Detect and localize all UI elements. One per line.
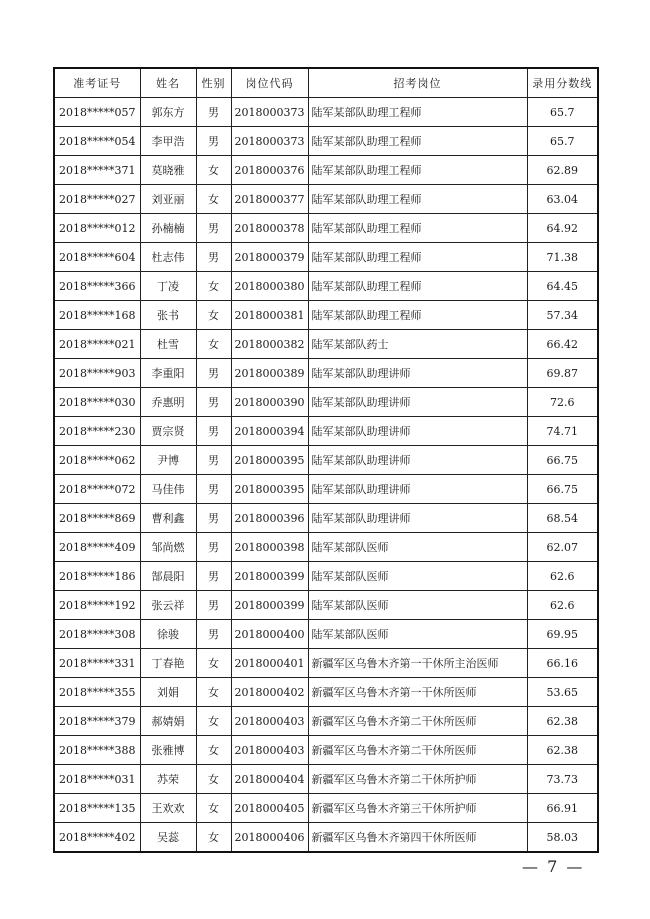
table-row (54, 98, 598, 127)
name-cell: 尹博 (140, 446, 196, 475)
position-cell: 陆军某部队助理工程师 (308, 185, 527, 214)
position-cell: 新疆军区乌鲁木齐第二干休所医师 (308, 736, 527, 765)
table-row (54, 736, 598, 765)
position-cell: 陆军某部队助理讲师 (308, 446, 527, 475)
name-cell: 孙楠楠 (140, 214, 196, 243)
gender-cell: 女 (196, 185, 231, 214)
table-row (54, 388, 598, 417)
gender-cell: 女 (196, 301, 231, 330)
table-row (54, 214, 598, 243)
gender-cell: 男 (196, 127, 231, 156)
exam-id-cell: 2018*****604 (54, 243, 140, 272)
position-cell: 新疆军区乌鲁木齐第一干休所主治医师 (308, 649, 527, 678)
name-cell: 王欢欢 (140, 794, 196, 823)
score-cell: 63.04 (527, 185, 598, 214)
position-code-cell: 2018000379 (231, 243, 308, 272)
score-cell: 62.6 (527, 591, 598, 620)
table-row (54, 591, 598, 620)
exam-id-cell: 2018*****402 (54, 823, 140, 853)
score-cell: 66.16 (527, 649, 598, 678)
name-cell: 曹利鑫 (140, 504, 196, 533)
score-cell: 71.38 (527, 243, 598, 272)
position-cell: 新疆军区乌鲁木齐第二干休所护师 (308, 765, 527, 794)
gender-cell: 男 (196, 98, 231, 127)
position-code-cell: 2018000390 (231, 388, 308, 417)
name-cell: 张雅博 (140, 736, 196, 765)
gender-cell: 男 (196, 243, 231, 272)
name-cell: 吴蕊 (140, 823, 196, 853)
table-row (54, 417, 598, 446)
position-cell: 陆军某部队助理工程师 (308, 272, 527, 301)
exam-id-cell: 2018*****903 (54, 359, 140, 388)
table-header-row (54, 68, 598, 98)
exam-id-cell: 2018*****230 (54, 417, 140, 446)
gender-cell: 男 (196, 214, 231, 243)
position-code-cell: 2018000399 (231, 591, 308, 620)
page-number: — 7 — (522, 857, 585, 876)
score-cell: 73.73 (527, 765, 598, 794)
exam-id-cell: 2018*****072 (54, 475, 140, 504)
position-code-cell: 2018000395 (231, 475, 308, 504)
position-cell: 新疆军区乌鲁木齐第三干休所护师 (308, 794, 527, 823)
position-cell: 陆军某部队助理工程师 (308, 127, 527, 156)
name-cell: 贾宗贤 (140, 417, 196, 446)
name-cell: 李重阳 (140, 359, 196, 388)
gender-cell: 男 (196, 417, 231, 446)
position-code-cell: 2018000403 (231, 707, 308, 736)
exam-id-cell: 2018*****308 (54, 620, 140, 649)
score-cell: 65.7 (527, 127, 598, 156)
table-row (54, 620, 598, 649)
table-row (54, 533, 598, 562)
position-code-cell: 2018000395 (231, 446, 308, 475)
position-code-cell: 2018000405 (231, 794, 308, 823)
position-cell: 陆军某部队助理工程师 (308, 301, 527, 330)
exam-id-cell: 2018*****021 (54, 330, 140, 359)
exam-id-cell: 2018*****331 (54, 649, 140, 678)
exam-id-cell: 2018*****869 (54, 504, 140, 533)
table-row (54, 446, 598, 475)
name-cell: 邹尚燃 (140, 533, 196, 562)
exam-id-cell: 2018*****379 (54, 707, 140, 736)
position-code-cell: 2018000373 (231, 127, 308, 156)
position-cell: 陆军某部队医师 (308, 562, 527, 591)
table-row (54, 823, 598, 853)
score-cell: 69.87 (527, 359, 598, 388)
position-code-cell: 2018000394 (231, 417, 308, 446)
exam-id-cell: 2018*****054 (54, 127, 140, 156)
name-cell: 乔惠明 (140, 388, 196, 417)
exam-id-cell: 2018*****409 (54, 533, 140, 562)
name-cell: 丁春艳 (140, 649, 196, 678)
name-cell: 徐骏 (140, 620, 196, 649)
table-row (54, 562, 598, 591)
exam-id-cell: 2018*****057 (54, 98, 140, 127)
score-cell: 68.54 (527, 504, 598, 533)
table-row (54, 765, 598, 794)
position-code-cell: 2018000402 (231, 678, 308, 707)
position-code-cell: 2018000381 (231, 301, 308, 330)
position-cell: 陆军某部队助理工程师 (308, 214, 527, 243)
header-gender: 性别 (196, 68, 231, 98)
position-cell: 陆军某部队助理讲师 (308, 417, 527, 446)
exam-id-cell: 2018*****371 (54, 156, 140, 185)
score-cell: 62.38 (527, 707, 598, 736)
position-code-cell: 2018000404 (231, 765, 308, 794)
table-row (54, 127, 598, 156)
score-cell: 62.89 (527, 156, 598, 185)
table-body (54, 98, 598, 853)
position-cell: 新疆军区乌鲁木齐第四干休所医师 (308, 823, 527, 853)
exam-id-cell: 2018*****192 (54, 591, 140, 620)
name-cell: 杜志伟 (140, 243, 196, 272)
gender-cell: 女 (196, 330, 231, 359)
exam-id-cell: 2018*****031 (54, 765, 140, 794)
score-cell: 69.95 (527, 620, 598, 649)
gender-cell: 女 (196, 272, 231, 301)
position-code-cell: 2018000398 (231, 533, 308, 562)
position-code-cell: 2018000382 (231, 330, 308, 359)
name-cell: 张云祥 (140, 591, 196, 620)
table-row (54, 301, 598, 330)
table-row (54, 359, 598, 388)
name-cell: 杜雪 (140, 330, 196, 359)
score-cell: 62.38 (527, 736, 598, 765)
score-cell: 65.7 (527, 98, 598, 127)
name-cell: 郭东方 (140, 98, 196, 127)
position-cell: 陆军某部队医师 (308, 591, 527, 620)
name-cell: 马佳伟 (140, 475, 196, 504)
table-row (54, 272, 598, 301)
position-code-cell: 2018000403 (231, 736, 308, 765)
exam-id-cell: 2018*****027 (54, 185, 140, 214)
position-cell: 新疆军区乌鲁木齐第一干休所医师 (308, 678, 527, 707)
header-position: 招考岗位 (308, 68, 527, 98)
position-cell: 陆军某部队助理工程师 (308, 243, 527, 272)
position-code-cell: 2018000389 (231, 359, 308, 388)
exam-id-cell: 2018*****355 (54, 678, 140, 707)
position-cell: 陆军某部队助理工程师 (308, 156, 527, 185)
gender-cell: 男 (196, 533, 231, 562)
name-cell: 郝婧娟 (140, 707, 196, 736)
gender-cell: 男 (196, 475, 231, 504)
score-cell: 58.03 (527, 823, 598, 853)
position-cell: 陆军某部队助理工程师 (308, 98, 527, 127)
score-cell: 66.75 (527, 446, 598, 475)
name-cell: 张书 (140, 301, 196, 330)
gender-cell: 男 (196, 388, 231, 417)
name-cell: 刘娟 (140, 678, 196, 707)
position-code-cell: 2018000399 (231, 562, 308, 591)
position-cell: 陆军某部队医师 (308, 620, 527, 649)
name-cell: 丁凌 (140, 272, 196, 301)
score-cell: 66.75 (527, 475, 598, 504)
score-cell: 53.65 (527, 678, 598, 707)
score-cell: 66.91 (527, 794, 598, 823)
header-score-line: 录用分数线 (527, 68, 598, 98)
score-cell: 62.07 (527, 533, 598, 562)
exam-id-cell: 2018*****168 (54, 301, 140, 330)
gender-cell: 男 (196, 591, 231, 620)
position-code-cell: 2018000373 (231, 98, 308, 127)
exam-id-cell: 2018*****030 (54, 388, 140, 417)
table-row (54, 678, 598, 707)
position-code-cell: 2018000406 (231, 823, 308, 853)
gender-cell: 女 (196, 156, 231, 185)
position-code-cell: 2018000400 (231, 620, 308, 649)
position-cell: 陆军某部队助理讲师 (308, 359, 527, 388)
score-cell: 64.92 (527, 214, 598, 243)
score-cell: 64.45 (527, 272, 598, 301)
exam-id-cell: 2018*****012 (54, 214, 140, 243)
gender-cell: 女 (196, 736, 231, 765)
gender-cell: 男 (196, 562, 231, 591)
gender-cell: 女 (196, 765, 231, 794)
header-exam-id: 准考证号 (54, 68, 140, 98)
position-code-cell: 2018000377 (231, 185, 308, 214)
position-code-cell: 2018000396 (231, 504, 308, 533)
name-cell: 莫晓雅 (140, 156, 196, 185)
gender-cell: 女 (196, 649, 231, 678)
table-row (54, 243, 598, 272)
score-cell: 72.6 (527, 388, 598, 417)
gender-cell: 男 (196, 359, 231, 388)
results-table (53, 67, 599, 853)
position-code-cell: 2018000380 (231, 272, 308, 301)
position-cell: 陆军某部队助理讲师 (308, 475, 527, 504)
table-row (54, 330, 598, 359)
name-cell: 刘亚丽 (140, 185, 196, 214)
position-cell: 陆军某部队药士 (308, 330, 527, 359)
score-cell: 74.71 (527, 417, 598, 446)
gender-cell: 男 (196, 504, 231, 533)
gender-cell: 男 (196, 446, 231, 475)
table-row (54, 185, 598, 214)
gender-cell: 女 (196, 794, 231, 823)
position-code-cell: 2018000376 (231, 156, 308, 185)
score-cell: 62.6 (527, 562, 598, 591)
gender-cell: 女 (196, 678, 231, 707)
header-name: 姓名 (140, 68, 196, 98)
table-row (54, 156, 598, 185)
name-cell: 李甲浩 (140, 127, 196, 156)
table-row (54, 707, 598, 736)
exam-id-cell: 2018*****366 (54, 272, 140, 301)
table-row (54, 475, 598, 504)
position-cell: 新疆军区乌鲁木齐第二干休所医师 (308, 707, 527, 736)
table-row (54, 504, 598, 533)
position-code-cell: 2018000401 (231, 649, 308, 678)
gender-cell: 女 (196, 707, 231, 736)
position-code-cell: 2018000378 (231, 214, 308, 243)
position-cell: 陆军某部队医师 (308, 533, 527, 562)
header-position-code: 岗位代码 (231, 68, 308, 98)
exam-id-cell: 2018*****062 (54, 446, 140, 475)
table-row (54, 794, 598, 823)
gender-cell: 男 (196, 620, 231, 649)
position-cell: 陆军某部队助理讲师 (308, 504, 527, 533)
exam-id-cell: 2018*****135 (54, 794, 140, 823)
name-cell: 郜晨阳 (140, 562, 196, 591)
score-cell: 66.42 (527, 330, 598, 359)
score-cell: 57.34 (527, 301, 598, 330)
name-cell: 苏荣 (140, 765, 196, 794)
exam-id-cell: 2018*****388 (54, 736, 140, 765)
position-cell: 陆军某部队助理讲师 (308, 388, 527, 417)
exam-id-cell: 2018*****186 (54, 562, 140, 591)
table-row (54, 649, 598, 678)
gender-cell: 女 (196, 823, 231, 853)
